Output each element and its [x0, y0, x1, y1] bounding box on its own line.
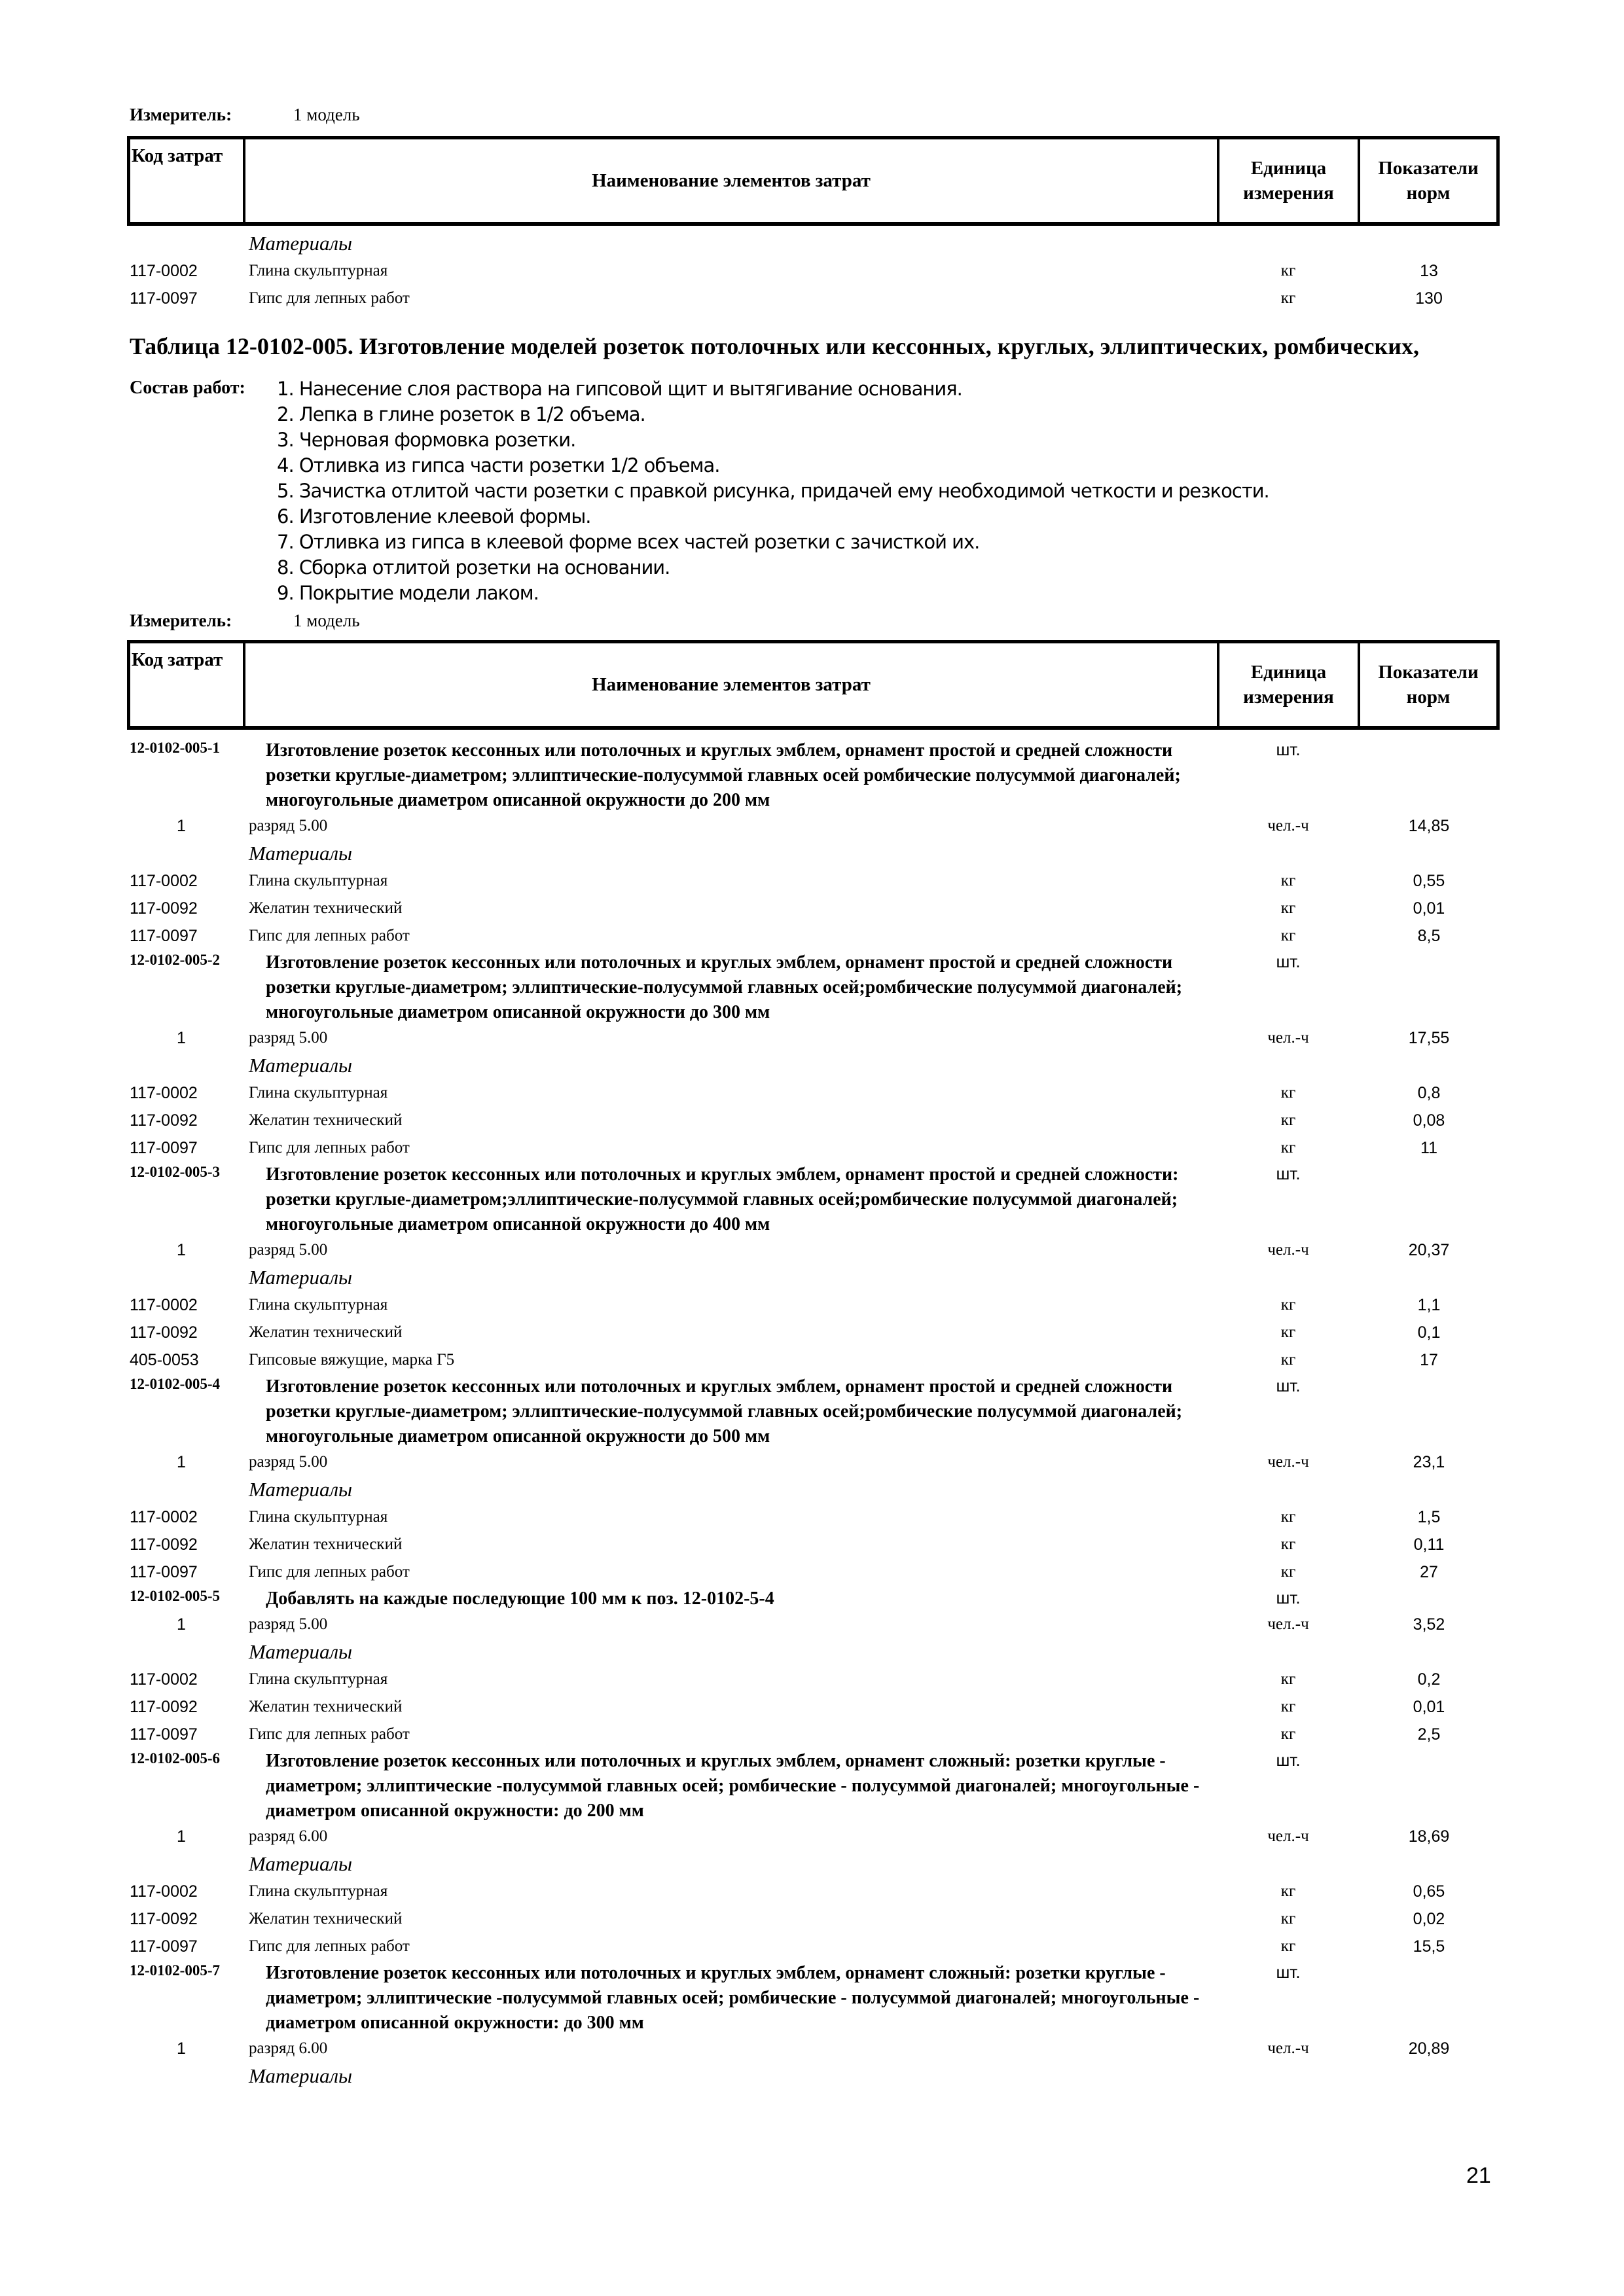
labor-row: [0, 1449, 1624, 1477]
labor-row: [0, 1237, 1624, 1265]
header-code: Код затрат: [130, 643, 245, 726]
material-row: [0, 1107, 1624, 1135]
work-step: 3. Черновая формовка розетки.: [277, 429, 576, 451]
item-name: Гипсовые вяжущие, марка Г5: [249, 1351, 455, 1369]
item-code: 117-0097: [130, 289, 198, 308]
norm-unit: шт.: [1276, 952, 1301, 971]
material-row: [0, 1721, 1624, 1749]
item-code: 117-0002: [130, 1296, 198, 1314]
item-value: 0,11: [1413, 1535, 1445, 1554]
material-row: [0, 1135, 1624, 1162]
item-unit: кг: [1280, 1882, 1296, 1900]
item-code: 117-0002: [130, 262, 198, 280]
item-code: 1: [177, 817, 186, 835]
item-unit: кг: [1280, 262, 1296, 279]
header-name: Наименование элементов затрат: [245, 643, 1219, 726]
item-name: Глина скульптурная: [249, 1882, 388, 1900]
measure-value: 1 модель: [293, 611, 360, 630]
item-name: Желатин технический: [249, 1698, 403, 1715]
materials-label: Материалы: [249, 1266, 353, 1289]
page-number: 21: [1466, 2163, 1491, 2188]
item-code: 117-0002: [130, 1508, 198, 1526]
work-step: 6. Изготовление клеевой формы.: [277, 505, 591, 528]
item-unit: кг: [1280, 1084, 1296, 1102]
labor-row: [0, 1025, 1624, 1052]
material-row: [0, 923, 1624, 950]
item-value: 0,01: [1413, 899, 1445, 918]
item-value: 1,5: [1417, 1508, 1441, 1526]
item-code: 1: [177, 1827, 186, 1846]
item-unit: чел.-ч: [1267, 1241, 1309, 1259]
norm-description: Изготовление розеток кессонных или потолочных и круглых эмблем, орнамент простой и средней сложности розетки круглые-диаметром; эллиптические-полусуммой главных осей;ромбические полусуммой диагоналей; многоугольные диаметром описанной окружности до 500 мм: [266, 1376, 1183, 1446]
item-code: 117-0097: [130, 1563, 198, 1581]
item-unit: чел.-ч: [1267, 1453, 1309, 1471]
materials-heading: [0, 1639, 1624, 1666]
norm-unit: шт.: [1276, 1164, 1301, 1183]
item-name: разряд 5.00: [249, 1029, 328, 1047]
norm-code: 12-0102-005-3: [130, 1164, 220, 1180]
norm-description: Изготовление розеток кессонных или потолочных и круглых эмблем, орнамент сложный: розетки круглые - диаметром; эллиптические -полусуммой главных осей; ромбические - полусуммой диагоналей; многоугольные - диаметром описанной окружности: до 300 мм: [266, 1963, 1200, 2033]
material-row: [0, 1906, 1624, 1933]
norm-code: 12-0102-005-5: [130, 1588, 220, 1604]
item-unit: чел.-ч: [1267, 817, 1309, 834]
header-unit: Единица измерения: [1219, 643, 1360, 726]
item-unit: кг: [1280, 1698, 1296, 1715]
materials-heading: [0, 840, 1624, 868]
measure-value: 1 модель: [293, 105, 360, 124]
materials-heading: [0, 1851, 1624, 1878]
norm-entry-heading: [0, 1749, 1624, 1823]
item-unit: кг: [1280, 1535, 1296, 1553]
labor-row: [0, 1823, 1624, 1851]
item-code: 405-0053: [130, 1351, 199, 1369]
materials-heading: [0, 1052, 1624, 1080]
labor-row: [0, 813, 1624, 840]
item-value: 3,52: [1413, 1615, 1445, 1634]
item-name: Гипс для лепных работ: [249, 1937, 410, 1955]
item-unit: кг: [1280, 1296, 1296, 1314]
material-row: [0, 1666, 1624, 1694]
top-materials: [0, 230, 1624, 313]
norm-unit: шт.: [1276, 1376, 1301, 1395]
measure-label: Измеритель:: [130, 611, 232, 630]
item-value: 0,01: [1413, 1698, 1445, 1716]
materials-heading: [0, 1477, 1624, 1504]
header-value: Показатели норм: [1378, 158, 1479, 204]
work-step: 5. Зачистка отлитой части розетки с правкой рисунка, придачей ему необходимой четкости и резкости.: [277, 480, 1269, 502]
work-step: 4. Отливка из гипса части розетки 1/2 объема.: [277, 454, 720, 476]
materials-label: Материалы: [249, 1640, 353, 1663]
item-code: 117-0097: [130, 1725, 198, 1744]
labor-row: [0, 2036, 1624, 2063]
item-code: 117-0092: [130, 1111, 198, 1130]
item-value: 0,55: [1413, 872, 1445, 890]
item-code: 117-0097: [130, 927, 198, 945]
item-unit: кг: [1280, 1508, 1296, 1526]
norm-code: 12-0102-005-2: [130, 952, 220, 968]
material-row: [0, 1878, 1624, 1906]
table-header-2: [127, 640, 1500, 730]
item-name: разряд 5.00: [249, 1453, 328, 1471]
norm-unit: шт.: [1276, 1750, 1301, 1770]
item-value: 18,69: [1408, 1827, 1450, 1846]
norm-description: Изготовление розеток кессонных или потолочных и круглых эмблем, орнамент простой и средней сложности розетки круглые-диаметром; эллиптические-полусуммой главных осей;ромбические полусуммой диагоналей; многоугольные диаметром описанной окружности до 300 мм: [266, 952, 1183, 1022]
work-composition: [130, 376, 1269, 606]
item-name: разряд 5.00: [249, 1241, 328, 1259]
measure-label: Измеритель:: [130, 105, 232, 124]
item-value: 13: [1420, 262, 1438, 280]
item-name: Гипс для лепных работ: [249, 1139, 410, 1157]
norms-table-body: [0, 738, 1624, 2090]
labor-row: [0, 1611, 1624, 1639]
item-name: Желатин технический: [249, 1111, 403, 1129]
item-unit: кг: [1280, 872, 1296, 889]
material-row: [0, 1347, 1624, 1374]
item-name: Глина скульптурная: [249, 1084, 388, 1102]
item-value: 15,5: [1413, 1937, 1445, 1956]
item-unit: чел.-ч: [1267, 1615, 1309, 1633]
item-unit: кг: [1280, 927, 1296, 944]
norm-entry-heading: [0, 1374, 1624, 1449]
material-row: [0, 1559, 1624, 1587]
material-row: [0, 285, 1624, 313]
item-name: Желатин технический: [249, 899, 403, 917]
item-name: Гипс для лепных работ: [249, 927, 410, 944]
material-row: [0, 1694, 1624, 1721]
item-unit: кг: [1280, 1139, 1296, 1157]
item-code: 117-0092: [130, 1910, 198, 1928]
materials-label: Материалы: [249, 1054, 353, 1077]
item-unit: чел.-ч: [1267, 1827, 1309, 1845]
item-value: 27: [1420, 1563, 1438, 1581]
norm-entry-heading: [0, 738, 1624, 813]
item-name: Гипс для лепных работ: [249, 1725, 410, 1743]
item-name: Гипс для лепных работ: [249, 289, 410, 307]
item-name: разряд 6.00: [249, 1827, 328, 1845]
norm-description: Добавлять на каждые последующие 100 мм к поз. 12-0102-5-4: [266, 1588, 774, 1609]
item-code: 1: [177, 1029, 186, 1047]
item-unit: кг: [1280, 1910, 1296, 1928]
item-code: 1: [177, 1615, 186, 1634]
item-name: Глина скульптурная: [249, 872, 388, 889]
work-label: Состав работ:: [130, 378, 245, 398]
item-value: 11: [1420, 1139, 1437, 1157]
item-name: Глина скульптурная: [249, 1508, 388, 1526]
header-code: Код затрат: [130, 139, 245, 222]
norm-code: 12-0102-005-6: [130, 1750, 220, 1767]
work-step: 2. Лепка в глине розеток в 1/2 объема.: [277, 403, 645, 425]
item-code: 1: [177, 1241, 186, 1259]
item-code: 117-0092: [130, 1535, 198, 1554]
item-code: 117-0002: [130, 872, 198, 890]
item-name: Глина скульптурная: [249, 1296, 388, 1314]
header-name: Наименование элементов затрат: [245, 139, 1219, 222]
item-name: Желатин технический: [249, 1323, 403, 1341]
item-value: 0,02: [1413, 1910, 1445, 1928]
norm-description: Изготовление розеток кессонных или потолочных и круглых эмблем, орнамент сложный: розетки круглые - диаметром; эллиптические -полусуммой главных осей; ромбические - полусуммой диагоналей; многоугольные - диаметром описанной окружности: до 200 мм: [266, 1751, 1200, 1821]
item-unit: кг: [1280, 1725, 1296, 1743]
norm-description: Изготовление розеток кессонных или потолочных и круглых эмблем, орнамент простой и средней сложности: розетки круглые-диаметром;эллиптические-полусуммой главных осей;ромбические полусуммой диагоналей; многоугольные диаметром описанной окружности до 400 мм: [266, 1164, 1179, 1234]
item-value: 1,1: [1417, 1296, 1441, 1314]
item-value: 8,5: [1417, 927, 1441, 945]
material-row: [0, 1080, 1624, 1107]
item-name: Гипс для лепных работ: [249, 1563, 410, 1581]
work-step: 1. Нанесение слоя раствора на гипсовой щит и вытягивание основания.: [277, 378, 962, 400]
item-value: 2,5: [1417, 1725, 1441, 1744]
material-row: [0, 258, 1624, 285]
norm-entry-heading: [0, 1961, 1624, 2036]
materials-heading: [0, 2063, 1624, 2090]
item-code: 1: [177, 1453, 186, 1471]
item-name: разряд 5.00: [249, 1615, 328, 1633]
item-code: 117-0092: [130, 899, 198, 918]
item-code: 117-0002: [130, 1670, 198, 1689]
item-name: Желатин технический: [249, 1535, 403, 1553]
item-value: 0,08: [1413, 1111, 1445, 1130]
materials-label: Материалы: [249, 1478, 353, 1501]
norm-code: 12-0102-005-7: [130, 1962, 220, 1979]
material-row: [0, 1319, 1624, 1347]
item-code: 1: [177, 2039, 186, 2058]
item-unit: кг: [1280, 1937, 1296, 1955]
item-value: 0,2: [1417, 1670, 1441, 1689]
header-value: Показатели норм: [1378, 662, 1479, 708]
item-value: 130: [1415, 289, 1443, 308]
item-code: 117-0097: [130, 1139, 198, 1157]
norm-entry-heading: [0, 950, 1624, 1025]
material-row: [0, 1532, 1624, 1559]
materials-heading: [0, 230, 1624, 258]
item-value: 14,85: [1408, 817, 1450, 835]
material-row: [0, 1504, 1624, 1532]
item-unit: чел.-ч: [1267, 2039, 1309, 2057]
work-step: 9. Покрытие модели лаком.: [277, 582, 539, 604]
item-unit: кг: [1280, 289, 1296, 307]
materials-label: Материалы: [249, 1852, 353, 1875]
work-step: 7. Отливка из гипса в клеевой форме всех частей розетки с зачисткой их.: [277, 531, 980, 553]
item-value: 0,8: [1417, 1084, 1441, 1102]
material-row: [0, 895, 1624, 923]
item-unit: кг: [1280, 1111, 1296, 1129]
item-name: Желатин технический: [249, 1910, 403, 1928]
item-code: 117-0097: [130, 1937, 198, 1956]
item-code: 117-0092: [130, 1323, 198, 1342]
item-code: 117-0092: [130, 1698, 198, 1716]
norm-unit: шт.: [1276, 1962, 1301, 1982]
item-value: 17: [1420, 1351, 1438, 1369]
item-code: 117-0002: [130, 1084, 198, 1102]
materials-heading: [0, 1265, 1624, 1292]
norm-entry-heading: [0, 1587, 1624, 1611]
item-value: 20,37: [1408, 1241, 1450, 1259]
item-value: 23,1: [1413, 1453, 1445, 1471]
item-unit: кг: [1280, 1563, 1296, 1581]
item-name: разряд 5.00: [249, 817, 328, 834]
table-title: Таблица 12-0102-005. Изготовление моделей розеток потолочных или кессонных, круглых, эллиптических, ромбических,: [130, 333, 1419, 359]
measure-line-2: [130, 611, 360, 631]
table-header: [127, 136, 1500, 226]
item-unit: кг: [1280, 1351, 1296, 1369]
material-row: [0, 1292, 1624, 1319]
materials-label: Материалы: [249, 842, 353, 865]
item-value: 0,1: [1417, 1323, 1441, 1342]
materials-label: Материалы: [249, 2064, 353, 2087]
work-step: 8. Сборка отлитой розетки на основании.: [277, 556, 670, 579]
item-value: 0,65: [1413, 1882, 1445, 1901]
norm-description: Изготовление розеток кессонных или потолочных и круглых эмблем, орнамент простой и средней сложности розетки круглые-диаметром; эллиптические-полусуммой главных осей ромбические полусуммой диагоналей; многоугольные диаметром описанной окружности до 200 мм: [266, 740, 1181, 810]
item-unit: чел.-ч: [1267, 1029, 1309, 1047]
measure-line: [130, 105, 360, 125]
norm-code: 12-0102-005-4: [130, 1376, 220, 1392]
header-unit: Единица измерения: [1219, 139, 1360, 222]
item-value: 17,55: [1408, 1029, 1450, 1047]
material-row: [0, 1933, 1624, 1961]
norm-unit: шт.: [1276, 1588, 1301, 1607]
item-name: Глина скульптурная: [249, 1670, 388, 1688]
norm-entry-heading: [0, 1162, 1624, 1237]
material-row: [0, 868, 1624, 895]
item-code: 117-0002: [130, 1882, 198, 1901]
norm-code: 12-0102-005-1: [130, 740, 220, 756]
norm-unit: шт.: [1276, 740, 1301, 759]
item-unit: кг: [1280, 1670, 1296, 1688]
item-name: Глина скульптурная: [249, 262, 388, 279]
item-unit: кг: [1280, 1323, 1296, 1341]
item-name: разряд 6.00: [249, 2039, 328, 2057]
materials-label: Материалы: [249, 232, 353, 255]
item-value: 20,89: [1408, 2039, 1450, 2058]
item-unit: кг: [1280, 899, 1296, 917]
